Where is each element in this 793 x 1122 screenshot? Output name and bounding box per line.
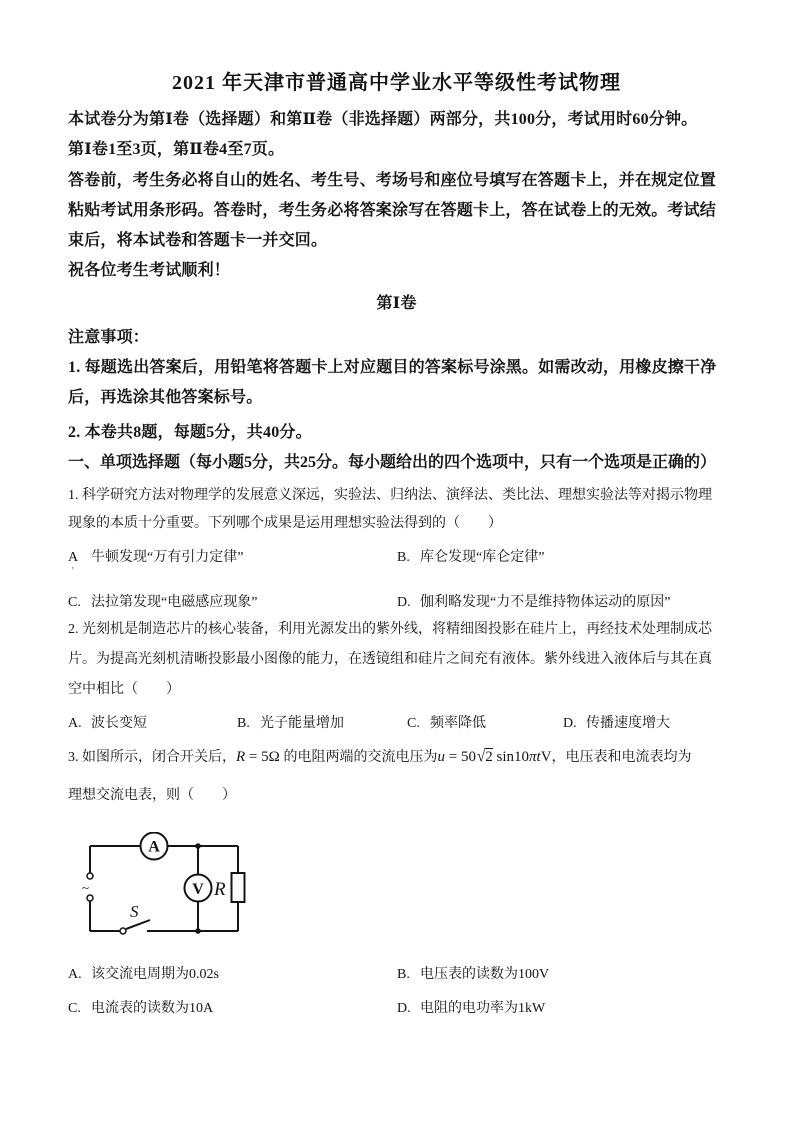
voltage-formula: u = 50√2 sin10πtV bbox=[438, 749, 552, 765]
option-text: 电压表的读数为100V bbox=[420, 967, 550, 982]
q1-options-row-2 bbox=[68, 591, 728, 611]
q2-stem-line-1: 2. 光刻机是制造芯片的核心装备，利用光源发出的紫外线，将精细图投影在硅片上，再经技术处理制成芯 bbox=[68, 622, 712, 637]
junction-dot-bottom bbox=[195, 928, 201, 934]
option-label: D. bbox=[397, 595, 411, 610]
option-label: A bbox=[68, 550, 79, 565]
notes-heading: 注意事项： bbox=[68, 329, 150, 346]
q3-stem-line-2: 理想交流电表，则（ ） bbox=[68, 788, 236, 803]
option-text: 光子能量增加 bbox=[260, 716, 344, 731]
option-label: D. bbox=[397, 1001, 411, 1016]
q2-option-d bbox=[563, 712, 728, 732]
option-label: B. bbox=[237, 716, 250, 731]
option-text: 牛顿发现“万有引力定律” bbox=[91, 550, 244, 565]
q3-option-a bbox=[68, 963, 397, 983]
page-title: 2021 年天津市普通高中学业水平等级性考试物理 bbox=[172, 72, 621, 94]
switch-label: S bbox=[130, 902, 139, 921]
section-1-header: 第Ⅰ卷 bbox=[376, 295, 417, 312]
note-line-3: 2. 本卷共8题，每题5分，共40分。 bbox=[68, 424, 312, 441]
junction-dot-top bbox=[195, 843, 201, 849]
q3-option-d bbox=[397, 997, 728, 1017]
option-text: 电流表的读数为10A bbox=[91, 1001, 214, 1016]
q1-option-d bbox=[397, 591, 728, 611]
intro-line-1: 本试卷分为第Ⅰ卷（选择题）和第Ⅱ卷（非选择题）两部分，共100分，考试用时60分钟。 bbox=[68, 111, 698, 128]
option-text: 电阻的电功率为1kW bbox=[420, 1001, 546, 1016]
option-label: D. bbox=[563, 716, 577, 731]
option-label: A. bbox=[68, 967, 82, 982]
q1-option-a bbox=[68, 546, 397, 566]
resistor-symbol bbox=[232, 873, 245, 902]
q3-stem-line-1 bbox=[68, 747, 728, 768]
intro-line-3: 答卷前，考生务必将自山的姓名、考生号、考场号和座位号填写在答题卡上，并在规定位置 bbox=[68, 172, 717, 189]
intro-line-5: 束后，将本试卷和答题卡一并交回。 bbox=[68, 232, 328, 249]
option-text: 传播速度增大 bbox=[586, 716, 670, 731]
q1-stem-line-2: 现象的本质十分重要。下列哪个成果是运用理想实验法得到的（ ） bbox=[68, 516, 502, 531]
option-text: 频率降低 bbox=[430, 716, 486, 731]
option-label: B. bbox=[397, 550, 410, 565]
q2-option-c bbox=[407, 712, 563, 732]
option-label: B. bbox=[397, 967, 410, 982]
q3-option-c bbox=[68, 997, 397, 1017]
switch-pivot bbox=[120, 928, 126, 934]
note-line-1: 1. 每题选出答案后，用铅笔将答题卡上对应题目的答案标号涂黑。如需改动，用橡皮擦干净 bbox=[68, 359, 717, 376]
option-text: 伽利略发现“力不是维持物体运动的原因” bbox=[420, 595, 671, 610]
option-label: C. bbox=[407, 716, 420, 731]
q1-option-b bbox=[397, 546, 728, 566]
q2-option-a bbox=[68, 712, 237, 732]
q3-stem-post: ，电压表和电流表均为 bbox=[551, 750, 692, 765]
q2-options-row bbox=[68, 712, 728, 732]
resistor-label: R bbox=[214, 879, 226, 900]
option-text: 库仑发现“库仑定律” bbox=[420, 550, 545, 565]
switch-blade bbox=[126, 920, 150, 929]
scan-artifact bbox=[72, 566, 74, 577]
q3-stem-pre: 3. 如图所示，闭合开关后， bbox=[68, 750, 236, 765]
option-label: A. bbox=[68, 716, 82, 731]
ammeter-label: A bbox=[148, 838, 160, 856]
note-line-2: 后，再选涂其他答案标号。 bbox=[68, 389, 263, 406]
option-text: 法拉第发现“电磁感应现象” bbox=[91, 595, 258, 610]
q3-stem-mid: 的电阻两端的交流电压为 bbox=[283, 750, 438, 765]
intro-line-4: 粘贴考试用条形码。答卷时，考生务必将答案涂写在答题卡上，答在试卷上的无效。考试结 bbox=[68, 202, 717, 219]
resistance-formula: R = 5Ω bbox=[236, 749, 284, 765]
voltmeter-label: V bbox=[192, 881, 204, 898]
q3-option-b bbox=[397, 963, 728, 983]
option-text: 该交流电周期为0.02s bbox=[91, 967, 219, 982]
q2-option-b bbox=[237, 712, 407, 732]
intro-line-2: 第Ⅰ卷1至3页，第Ⅱ卷4至7页。 bbox=[68, 141, 285, 158]
radical-sign: √ bbox=[477, 748, 486, 766]
option-label: C. bbox=[68, 595, 81, 610]
source-terminal-top bbox=[87, 873, 93, 879]
ac-source-symbol: ~ bbox=[82, 880, 90, 895]
option-label: C. bbox=[68, 1001, 81, 1016]
option-text: 波长变短 bbox=[91, 716, 147, 731]
intro-line-6: 祝各位考生考试顺利！ bbox=[68, 262, 231, 279]
q1-option-c bbox=[68, 591, 397, 611]
q1-options-row-1 bbox=[68, 546, 728, 566]
q1-stem-line-1: 1. 科学研究方法对物理学的发展意义深远，实验法、归纳法、演绎法、类比法、理想实验法等对揭示物理 bbox=[68, 488, 712, 503]
q3-options-row-2 bbox=[68, 997, 728, 1017]
part-1-header: 一、单项选择题（每小题5分，共25分。每小题给出的四个选项中，只有一个选项是正确的） bbox=[68, 454, 717, 471]
circuit-svg bbox=[80, 832, 260, 947]
q2-stem-line-2: 片。为提高光刻机清晰投影最小图像的能力，在透镜组和硅片之间充有液体。紫外线进入液体后与其在真 bbox=[68, 652, 712, 667]
source-terminal-bottom bbox=[87, 895, 93, 901]
q2-stem-line-3: 空中相比（ ） bbox=[68, 682, 180, 697]
q3-options-row-1 bbox=[68, 963, 728, 983]
circuit-diagram bbox=[80, 832, 260, 947]
